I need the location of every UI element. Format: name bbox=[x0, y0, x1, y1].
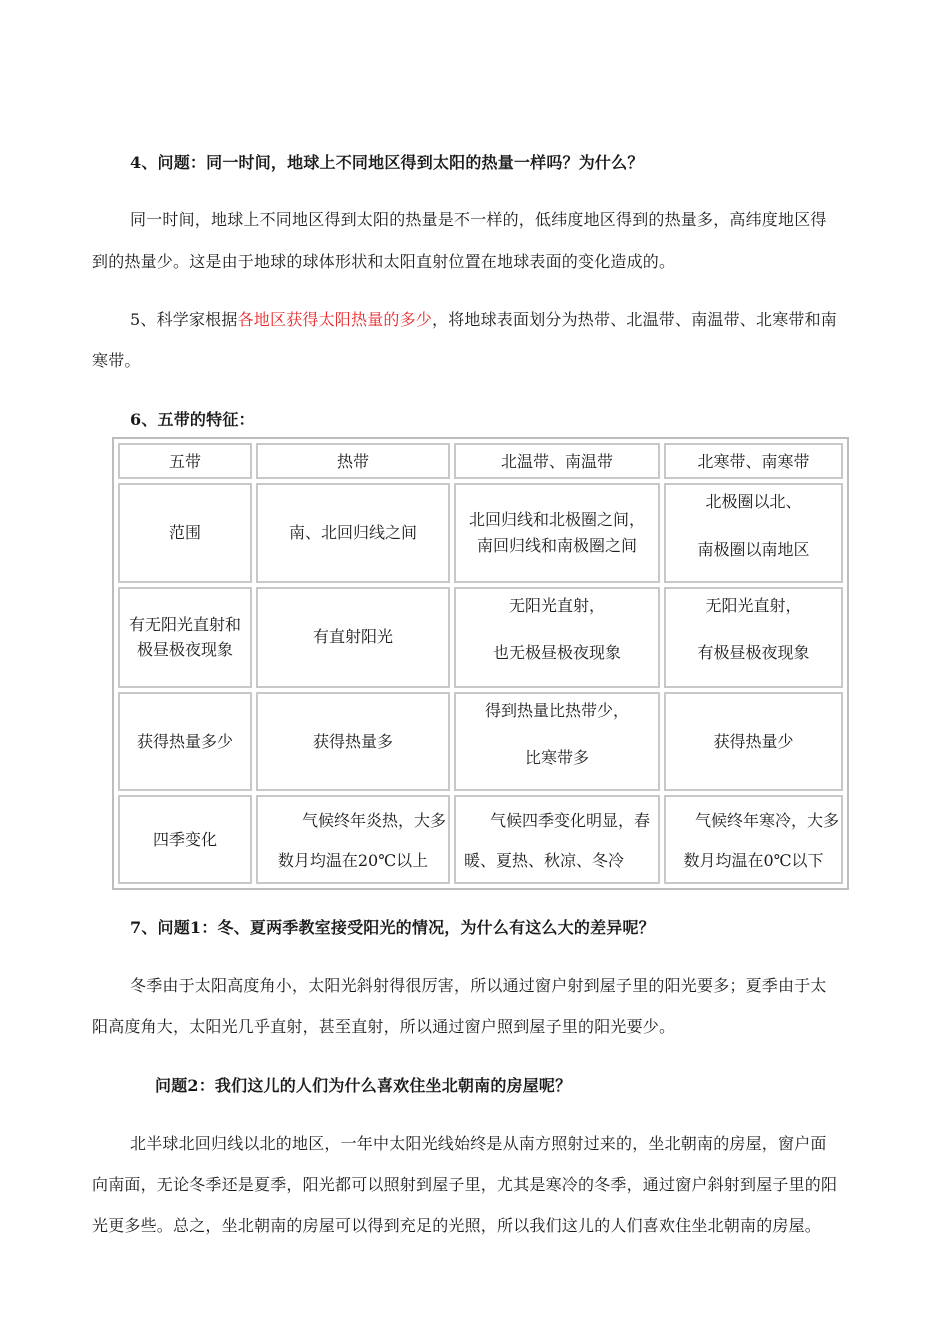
q4-answer-line1: 同一时间，地球上不同地区得到太阳的热量是不一样的，低纬度地区得到的热量多，高纬度地区得 bbox=[130, 210, 827, 229]
row-label-direct-sun-line2: 极昼极夜现象 bbox=[136, 640, 233, 660]
q7-answer-line1: 冬季由于太阳高度角小，太阳光斜射得很厉害，所以通过窗户射到屋子里的阳光要多；夏季由于太 bbox=[130, 976, 827, 995]
row-label-heat: 获得热量多少 bbox=[118, 692, 252, 791]
p5-line1 bbox=[130, 307, 900, 330]
row-label-seasons: 四季变化 bbox=[118, 795, 252, 884]
q7-answer-line2: 阳高度角大，太阳光几乎直射，甚至直射，所以通过窗户照到屋子里的阳光要少。 bbox=[92, 1017, 676, 1036]
seasons-tropical-line1: 气候终年炎热，大多 bbox=[301, 810, 446, 830]
row-label-direct-sun bbox=[118, 587, 252, 688]
table-header-row bbox=[118, 443, 843, 479]
range-frigid-line1: 北极圈以北、 bbox=[705, 492, 802, 512]
header-zones: 五带 bbox=[118, 443, 252, 479]
range-temperate-line2: 南回归线和南极圈之间 bbox=[476, 536, 637, 555]
heat-temperate-line1: 得到热量比热带少， bbox=[484, 700, 629, 720]
seasons-frigid bbox=[664, 795, 843, 884]
seasons-temperate-line1: 气候四季变化明显，春 bbox=[489, 810, 650, 830]
heat-tropical: 获得热量多 bbox=[256, 692, 450, 791]
p6-title: 6、五带的特征： bbox=[130, 410, 255, 429]
table-row bbox=[118, 795, 843, 884]
p5-prefix: 5、科学家根据 bbox=[130, 310, 238, 329]
q7b-title: 问题2：我们这儿的人们为什么喜欢住坐北朝南的房屋呢？ bbox=[155, 1076, 572, 1095]
q7-title: 7、问题1：冬、夏两季教室接受阳光的情况，为什么有这么大的差异呢？ bbox=[130, 918, 655, 937]
p5-line2: 寒带。 bbox=[92, 351, 141, 370]
q4-title: 4、问题：同一时间，地球上不同地区得到太阳的热量一样吗？为什么？ bbox=[130, 153, 644, 172]
seasons-temperate bbox=[454, 795, 660, 884]
direct-sun-temperate bbox=[454, 587, 660, 688]
table-row bbox=[118, 587, 843, 688]
range-temperate-line1: 北回归线和北极圈之间， bbox=[468, 510, 645, 530]
direct-sun-temperate-line2: 也无极昼极夜现象 bbox=[492, 643, 621, 663]
heat-frigid: 获得热量少 bbox=[664, 692, 843, 791]
row-label-direct-sun-line1: 有无阳光直射和 bbox=[128, 614, 241, 634]
seasons-frigid-line2: 数月均温在0℃以下 bbox=[683, 850, 824, 870]
seasons-frigid-line1: 气候终年寒冷，大多 bbox=[694, 810, 839, 830]
five-zones-table bbox=[112, 437, 849, 890]
range-tropical: 南、北回归线之间 bbox=[256, 483, 450, 582]
header-temperate: 北温带、南温带 bbox=[454, 443, 660, 479]
range-temperate bbox=[454, 483, 660, 582]
seasons-tropical bbox=[256, 795, 450, 884]
p5-highlight: 各地区获得太阳热量的多少 bbox=[237, 310, 432, 329]
seasons-tropical-line2: 数月均温在20℃以上 bbox=[277, 850, 429, 870]
range-frigid-line2: 南极圈以南地区 bbox=[697, 540, 810, 560]
seasons-temperate-line2: 暖、夏热、秋凉、冬冷 bbox=[464, 850, 625, 870]
header-frigid: 北寒带、南寒带 bbox=[664, 443, 843, 479]
row-label-range: 范围 bbox=[118, 483, 252, 582]
table-row bbox=[118, 483, 843, 582]
direct-sun-frigid-line1: 无阳光直射， bbox=[705, 595, 802, 615]
header-tropical: 热带 bbox=[256, 443, 450, 479]
q7b-answer-line2: 向南面，无论冬季还是夏季，阳光都可以照射到屋子里，尤其是寒冷的冬季，通过窗户斜射到屋子里的阳 bbox=[92, 1175, 838, 1194]
q4-answer-line2: 到的热量少。这是由于地球的球体形状和太阳直射位置在地球表面的变化造成的。 bbox=[92, 252, 676, 271]
heat-temperate bbox=[454, 692, 660, 791]
range-frigid bbox=[664, 483, 843, 582]
q7b-answer-line3: 光更多些。总之，坐北朝南的房屋可以得到充足的光照，所以我们这儿的人们喜欢住坐北朝南的房屋。 bbox=[92, 1216, 822, 1235]
q7b-answer-line1: 北半球北回归线以北的地区，一年中太阳光线始终是从南方照射过来的，坐北朝南的房屋，窗户面 bbox=[130, 1134, 827, 1153]
table-row bbox=[118, 692, 843, 791]
p5-suffix: ，将地球表面划分为热带、北温带、南温带、北寒带和南 bbox=[432, 310, 838, 329]
direct-sun-tropical: 有直射阳光 bbox=[256, 587, 450, 688]
direct-sun-temperate-line1: 无阳光直射， bbox=[508, 595, 605, 615]
heat-temperate-line2: 比寒带多 bbox=[524, 748, 589, 768]
direct-sun-frigid-line2: 有极昼极夜现象 bbox=[697, 643, 810, 663]
direct-sun-frigid bbox=[664, 587, 843, 688]
